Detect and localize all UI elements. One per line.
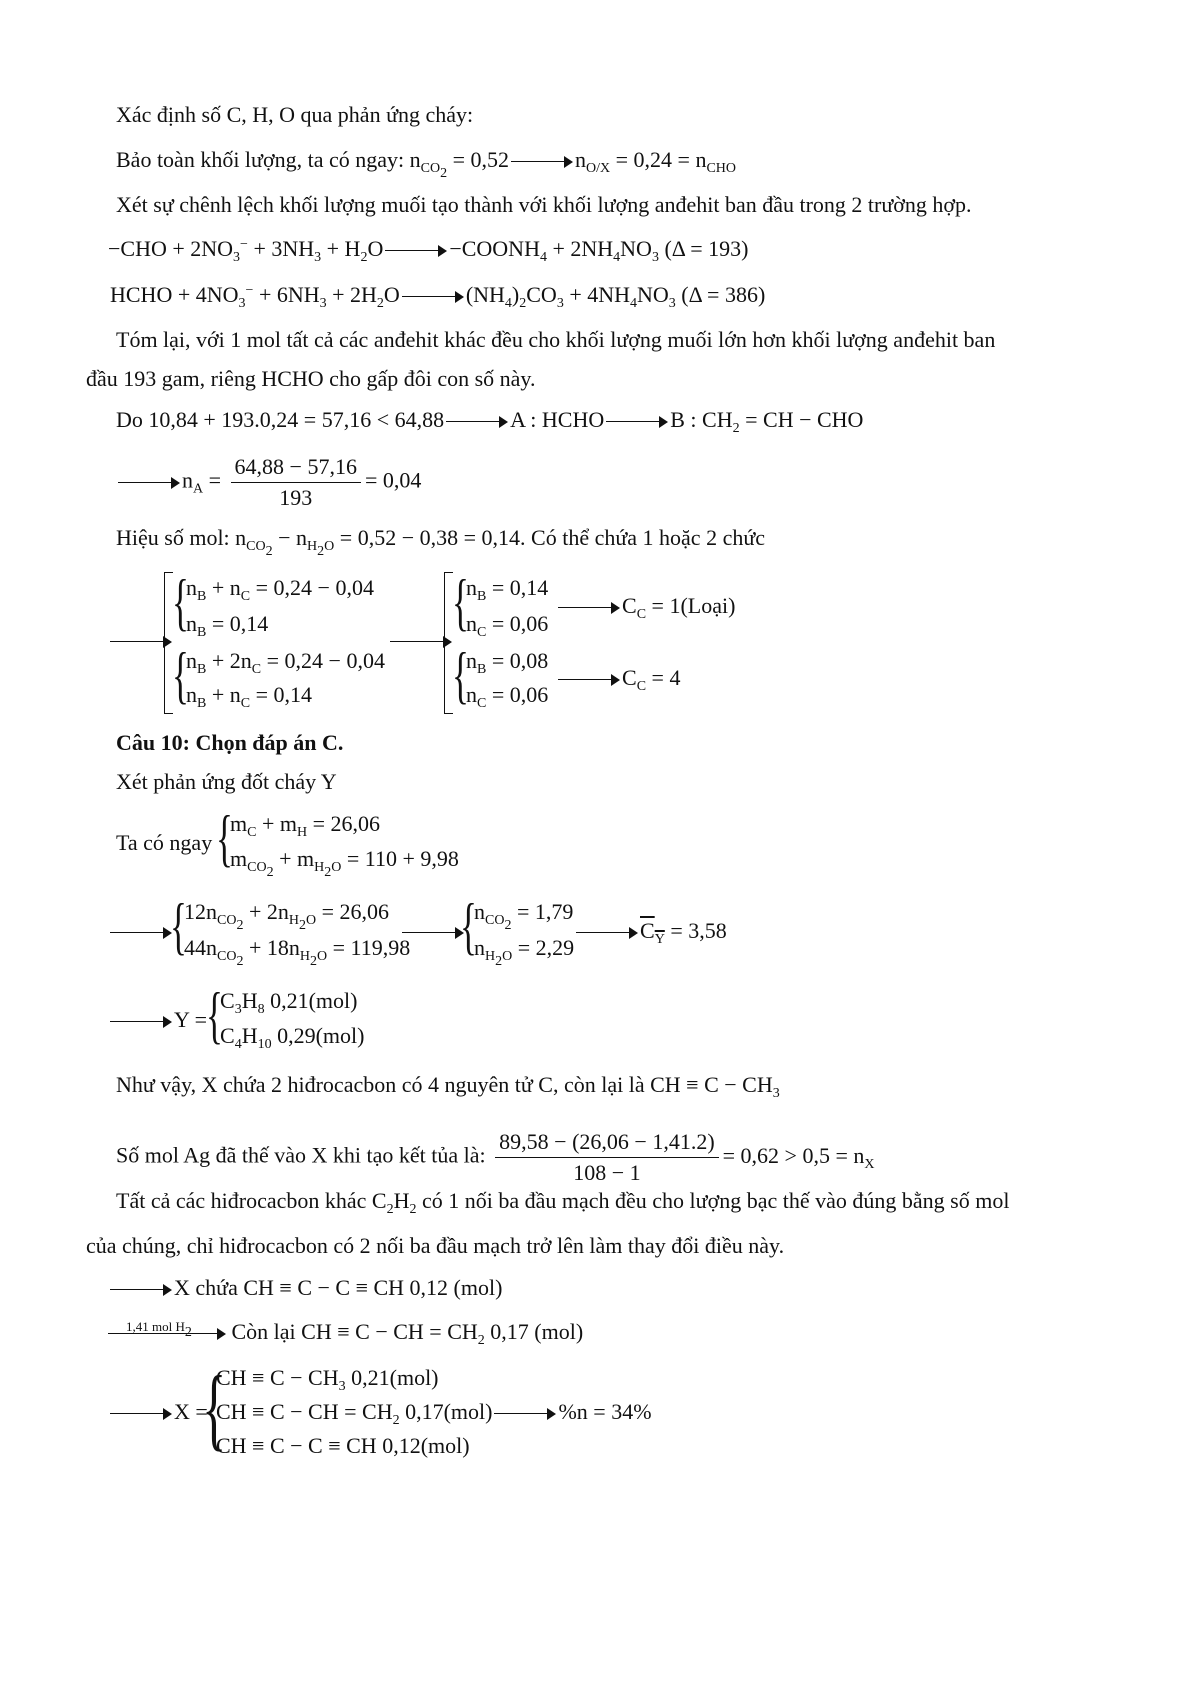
text-line: Như vậy, X chứa 2 hiđrocacbon có 4 nguyên tử C, còn lại là CH ≡ $C - CH_3$ [116,1072,780,1101]
equation-line: $-CHO + 2NO_3^- + 3NH_3 + H_2O$ $-COONH_4 + 2NH_4NO_3$ (Δ = 193) [108,236,749,265]
text-line: của chúng, chỉ hiđrocacbon có 2 nối ba đầu mạch trở lên làm thay đổi điều này. [86,1233,785,1258]
text-line: Tóm lại, với 1 mol tất cả các anđehit khác đều cho khối lượng muối lớn hơn khối lượng anđehit ban [116,327,996,352]
text-line: Tất cả các hiđrocacbon khác $C_2H_2$ có 1 nối ba đầu mạch đều cho lượng bạc thế vào đúng bằng số mol [116,1188,1010,1217]
equation-line: HCHO + $4NO_3^- + 6NH_3 + 2H_2O$ $(NH_4)_2CO_3 + 4NH_4NO_3$ (Δ = 386) [110,282,766,311]
section-heading: Câu 10: Chọn đáp án C. [116,730,344,755]
text-line: Bảo toàn khối lượng, ta có ngay: $n_{CO_2} = 0,52$ $n_{O/X} = 0,24 = n_{CHO}$ [116,147,737,181]
text-line: Xác định số C, H, O qua phản ứng cháy: [116,102,474,127]
equation-line: $n_A$ = $\frac{64,88 - 57,16}{193}$ = 0,04 [116,454,421,511]
text-line: Số mol Ag đã thế vào X khi tạo kết tủa là: $\frac{89,58 - (26,06 - 1,41.2)}{108 - 1}$ = $0,62 > 0,5 = n_X$ [116,1129,875,1185]
text-line: Hiệu số mol: $n_{CO_2} - n_{H_2O} = 0,52 - 0,38 = 0,14$. Có thể chứa 1 hoặc 2 chức [116,525,766,559]
document-page: Xác định số C, H, O qua phản ứng cháy: Bảo toàn khối lượng, ta có ngay: $n_{CO_2} = 0,52$ $n_{O/X} = 0,24 = n_{CHO}$ Xét sự chênh lệch khối lượng muối tạo thành với khối lượng anđehit ban đầu trong 2 trường hợp. $-CHO + 2NO_3^- + 3NH_3 + H_2O$ $-COONH_4 + 2NH_4NO_3$ (Δ = 193) HCHO + $4NO_3^- + 6NH_3 + 2H_2O$ $(NH_4)_2CO_3 + 4NH_4NO_3$ (Δ = 386) Tóm lại, với 1 mol tất cả các anđehit khác đều cho khối lượng muối lớn hơn khối lượng anđehit ban đầu 193 gam, riêng HCHO cho gấp đôi con số này. Do 10,84 + 193.0,24 = 57,16 < 64,88 A : HCHO B : $CH_2$ = CH − CHO $n_A$ = $\frac{64,88 - 57,16}{193}$ = 0,04 Hiệu số mol: $n_{CO_2} - n_{H_2O} = 0,52 - 0,38 = 0,14$. Có thể chứa 1 hoặc 2 chức { $n_B + n_C = 0,24 - 0,04$ $n_B = 0,14$ { $n_B + 2n_C = 0,24 - 0,04$ $n_B + n_C = 0,14$ { $n_B = 0,14$ $n_C = 0,06$ $C_C$ = 1(Loại) { $n_B = 0,08$ $n_C = 0,06$ $C_C = 4$ Câu 10: Chọn đáp án C. Xét phản ứng đốt cháy Y Ta có ngay { $m_C + m_H = 26,06$ $m_{CO_2} + m_{H_2O} = 110 + 9,98$ { $12n_{CO_2} + 2n_{H_2O} = 26,06$ $44n_{CO_2} + 18n_{H_2O} = 119,98$ { $n_{CO_2} = 1,79$ $n_{H_2O} = 2,29$ $C_Y = 3,58$ Y = { $C_3H_8$ 0,21(mol) $C_4H_{10}$ 0,29(mol) Như vậy, X chứa 2 hiđrocacbon có 4 nguyên tử C, còn lại là CH ≡ $C - CH_3$ Số mol Ag đã thế vào X khi tạo kết tủa là: $\frac{89,58 - (26,06 - 1,41.2)}{108 - 1}$ = $0,62 > 0,5 = n_X$ Tất cả các hiđrocacbon khác $C_2H_2$ có 1 nối ba đầu mạch đều cho lượng bạc thế vào đúng bằng số mol của chúng, chỉ hiđrocacbon có 2 nối ba đầu mạch trở lên làm thay đổi điều này. X chứa CH ≡ C − C ≡ CH 0,12 (mol) 1,41 mol $H_2$ Còn lại CH ≡ C − CH = $CH_2$ 0,17 (mol) X = { CH ≡ $C - CH_3$ 0,21(mol) CH ≡ C − CH = $CH_2$ 0,17(mol) %n = 34% CH ≡ C − C ≡ CH 0,12(mol) [86,102,1010,1459]
text-line: Xét sự chênh lệch khối lượng muối tạo thành với khối lượng anđehit ban đầu trong 2 trường hợp. [116,192,972,217]
equation-line: 1,41 mol $H_2$ Còn lại CH ≡ C − CH = $CH_2$ 0,17 (mol) [108,1318,583,1346]
equation-line: X chứa CH ≡ C − C ≡ CH 0,12 (mol) [108,1274,502,1302]
text-line: Do 10,84 + 193.0,24 = 57,16 < 64,88 A : HCHO B : $CH_2$ = CH − CHO [116,407,864,436]
text-line: Xét phản ứng đốt cháy Y [116,769,337,794]
text-line: đầu 193 gam, riêng HCHO cho gấp đôi con số này. [86,366,536,391]
